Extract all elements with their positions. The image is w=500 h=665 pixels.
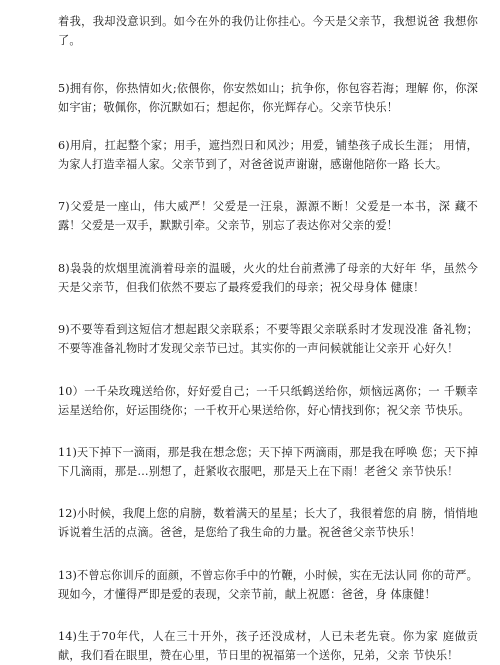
paragraph-5: 5)拥有你，你热情如火;依偎你，你安然如山；抗争你，你包容若海；理解 你，你深如宇宙；敬佩你，你沉默如石；想起你，你光辉存心。父亲节快乐！ (58, 82, 478, 115)
paragraph-10: 10）一千朵玫瑰送给你，好好爱自己；一千只纸鹤送给你，烦恼远离你；一 千颗幸运星送给你，好运围绕你；一千枚开心果送给你，好心情找到你；祝父亲 节快乐。 (58, 385, 478, 418)
paragraph-7: 7)父爱是一座山，伟大威严！父爱是一汪泉，源源不断！父爱是一本书，深 藏不露！父爱是一双手，默默引牵。父亲节，别忘了表达你对父亲的爱！ (58, 200, 478, 233)
paragraph-13: 13)不曾忘你训斥的面颜，不曾忘你手中的竹鞭，小时候，实在无法认同 你的苛严。现如今，才懂得严即是爱的表现，父亲节前，献上祝愿：爸爸，身 体康健！ (58, 569, 478, 602)
paragraph-9: 9)不要等看到这短信才想起跟父亲联系；不要等跟父亲联系时才发现没准 备礼物；不要等准备礼物时才发现父亲节已过。其实你的一声问候就能让父亲开 心好久！ (58, 323, 478, 356)
paragraph-12: 12)小时候，我爬上您的肩膀，数着满天的星星；长大了，我很着您的肩 膀，悄悄地诉说着生活的点滴。爸爸，是您给了我生命的力量。祝爸爸父亲节快乐！ (58, 507, 478, 540)
paragraph-8: 8)袅袅的炊烟里流淌着母亲的温暖，火火的灶台前煮沸了母亲的大好年 华，虽然今天是父亲节，但我们依然不要忘了最疼爱我们的母亲；祝父母身体 健康！ (58, 262, 478, 295)
paragraph-14: 14)生于70年代，人在三十开外，孩子还没成材，人已未老先衰。你为家 庭做贡献，我们看在眼里，赞在心里，节日里的祝福第一个送你，兄弟，父亲 节快乐！ (58, 630, 478, 663)
paragraph-11: 11)天下掉下一滴雨，那是我在想念您；天下掉下两滴雨，那是我在呼唤 您；天下掉下几滴雨，那是…别想了，赶紧收衣服吧，那是天上在下雨！老爸父 亲节快乐！ (58, 446, 478, 479)
paragraph-6: 6)用肩，扛起整个家；用手，遮挡烈日和风沙；用爱，铺垫孩子成长生涯； 用情，为家人打造幸福人家。父亲节到了，对爸爸说声谢谢，感谢他陪你一路 长大。 (58, 139, 478, 172)
paragraph-intro: 着我，我却没意识到。如今在外的我仍让你挂心。今天是父亲节，我想说爸 我想你了。 (58, 15, 478, 48)
